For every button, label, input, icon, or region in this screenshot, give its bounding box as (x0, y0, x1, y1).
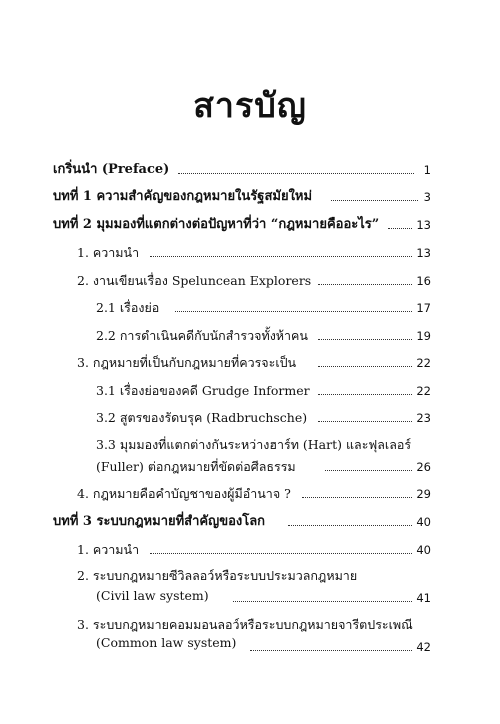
dot-leader (150, 553, 412, 554)
toc-entry-page: 3 (423, 190, 431, 204)
dot-leader (318, 284, 412, 285)
toc-entry-label: 2. งานเขียนเรื่อง Speluncean Explorers (77, 273, 312, 288)
dot-leader (150, 256, 412, 257)
toc-entry-label: 3.3 มุมมองที่แตกต่างกันระหว่างฮาร์ท (Hart) และฟุลเลอร์ (96, 437, 412, 452)
toc-entry-label: 3.2 สูตรของรัดบรุค (Radbruchsche) (96, 410, 308, 425)
toc-entry-label: บทที่ 1 ความสำคัญของกฎหมายในรัฐสมัยใหม่ (53, 189, 313, 204)
toc-entry-label: 1. ความนำ (77, 542, 140, 557)
toc-entry-page: 29 (416, 487, 431, 501)
toc-entry-page: 40 (416, 543, 431, 557)
toc-entry-label: เกริ่นนำ (Preface) (53, 162, 170, 177)
toc-entry-label: 3. กฎหมายที่เป็นกับกฎหมายที่ควรจะเป็น (77, 355, 297, 370)
toc-entry-page: 26 (416, 460, 431, 474)
toc-entry-page: 22 (416, 356, 431, 370)
dot-leader (175, 311, 412, 312)
toc-entry-label-line-2: (Fuller) ต่อกฎหมายที่ขัดต่อศีลธรรม (96, 459, 296, 474)
toc-entry-label: บทที่ 3 ระบบกฎหมายที่สำคัญของโลก (53, 514, 266, 529)
toc-entry-page: 16 (416, 274, 431, 288)
dot-leader (250, 650, 412, 651)
page-title: สารบัญ (193, 86, 307, 126)
toc-entry-label: 3.1 เรื่องย่อของคดี Grudge Informer (96, 383, 310, 398)
toc-entry-label-line-2: (Civil law system) (96, 588, 209, 603)
dot-leader (178, 173, 414, 174)
toc-entry-page: 42 (416, 640, 431, 654)
toc-entry-page: 22 (416, 384, 431, 398)
toc-entry-page: 17 (416, 301, 431, 315)
toc-entry-label: 3. ระบบกฎหมายคอมมอนลอว์หรือระบบกฎหมายจารีตประเพณี (77, 617, 413, 632)
toc-entry-label: 1. ความนำ (77, 245, 140, 260)
toc-entry-page: 19 (416, 329, 431, 343)
toc-entry-page: 40 (416, 515, 431, 529)
dot-leader (302, 497, 412, 498)
toc-entry-label: บทที่ 2 มุมมองที่แตกต่างต่อปัญหาที่ว่า “กฎหมายคืออะไร” (53, 217, 380, 232)
dot-leader (233, 601, 412, 602)
toc-entry-label: 2.1 เรื่องย่อ (96, 300, 160, 315)
toc-entry-label: 2.2 การดำเนินคดีกับนักสำรวจทั้งห้าคน (96, 328, 308, 343)
dot-leader (318, 421, 412, 422)
toc-entry-page: 23 (416, 411, 431, 425)
dot-leader (318, 366, 412, 367)
dot-leader (325, 470, 412, 471)
toc-entry-page: 13 (416, 246, 431, 260)
toc-entry-page: 41 (416, 591, 431, 605)
dot-leader (318, 339, 412, 340)
dot-leader (288, 525, 412, 526)
dot-leader (318, 394, 412, 395)
toc-entry-page: 1 (423, 163, 431, 177)
toc-entry-page: 13 (416, 218, 431, 232)
toc-entry-label: 2. ระบบกฎหมายซีวิลลอว์หรือระบบประมวลกฎหมาย (77, 568, 358, 583)
toc-entry-label-line-2: (Common law system) (96, 635, 237, 650)
toc-entry-label: 4. กฎหมายคือคำบัญชาของผู้มีอำนาจ ? (77, 486, 291, 501)
